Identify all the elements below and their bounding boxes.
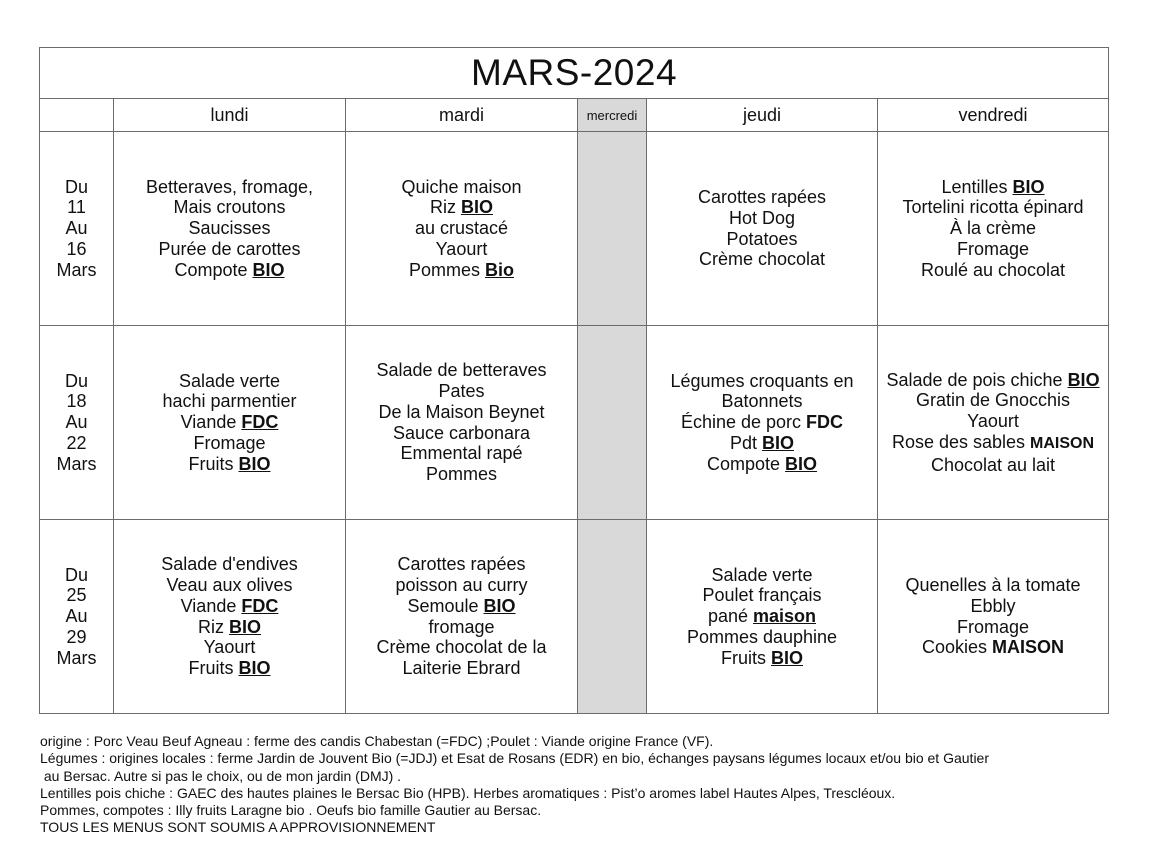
date-line: Du [64, 564, 88, 585]
meal-text: Potatoes [726, 228, 798, 249]
tuesday-menu [346, 132, 578, 326]
label-tag: BIO [1067, 369, 1100, 390]
meal-text: fromage [428, 616, 495, 637]
meal-item [114, 218, 345, 239]
footer-line: Légumes : origines locales : ferme Jardin de Jouvent Bio (=JDJ) et Esat de Rosans (EDR) en bio, échanges paysans légumes locaux et/ou bio et Gautier [40, 750, 989, 767]
meal-text: Échine de porc [680, 412, 807, 433]
meal-item [878, 197, 1108, 218]
wednesday-closed-cell [578, 132, 647, 326]
meal-item [346, 402, 577, 423]
meal-text: Semoule [407, 595, 484, 616]
date-line: Au [65, 412, 88, 433]
meal-item [346, 218, 577, 239]
week-dates [40, 520, 114, 714]
meal-item [346, 658, 577, 679]
meal-text: Carottes rapées [397, 554, 526, 575]
thursday-menu [647, 520, 878, 714]
label-tag: BIO [762, 432, 795, 453]
meal-item [114, 596, 345, 617]
meal-text: Fruits [188, 658, 239, 679]
meal-text: Laiterie Ebrard [402, 658, 521, 679]
meal-text: Pommes [408, 259, 486, 280]
date-line: Au [65, 218, 88, 239]
meal-text: Carottes rapées [697, 186, 827, 207]
meal-item [647, 454, 877, 475]
meal-item [647, 229, 877, 250]
week-row-3 [40, 520, 1109, 714]
meal-text: Veau aux olives [166, 574, 293, 595]
meal-text: Riz [197, 616, 229, 637]
meal-text: Emmental rapé [400, 443, 523, 464]
meal-text: Roulé au chocolat [920, 259, 1066, 280]
meal-item [647, 627, 877, 648]
meal-item [647, 606, 877, 627]
meal-text: Salade de pois chiche [886, 369, 1068, 390]
meal-item [114, 177, 345, 198]
meal-item [647, 249, 877, 270]
header-monday: lundi [114, 99, 346, 132]
meal-item [647, 208, 877, 229]
meal-item [346, 381, 577, 402]
meal-item [878, 432, 1108, 455]
meal-item [114, 637, 345, 658]
meal-text: Chocolat au lait [930, 454, 1056, 475]
meal-item [878, 370, 1108, 391]
meal-item [114, 197, 345, 218]
friday-menu [878, 132, 1109, 326]
meal-text: Mais croutons [173, 197, 286, 218]
meal-text: Légumes croquants en [670, 370, 854, 391]
meal-item [346, 575, 577, 596]
header-friday: vendredi [878, 99, 1109, 132]
meal-text: Salade de betteraves [376, 360, 547, 381]
meal-item [114, 575, 345, 596]
meal-item [114, 454, 345, 475]
meal-text: De la Maison Beynet [378, 401, 545, 422]
date-line: 25 [66, 585, 87, 606]
label-tag: BIO [460, 197, 493, 218]
footer-line: Pommes, compotes : Illy fruits Laragne bio . Oeufs bio famille Gautier au Bersac. [40, 802, 542, 819]
meal-text: Poulet français [702, 585, 822, 606]
week-row-1 [40, 132, 1109, 326]
meal-item [878, 177, 1108, 198]
date-line: Au [65, 606, 88, 627]
date-line: 18 [66, 391, 87, 412]
header-wednesday: mercredi [578, 99, 647, 132]
date-line: Du [64, 370, 88, 391]
meal-item [346, 260, 577, 281]
meal-text: Yaourt [435, 238, 488, 259]
wednesday-closed-cell [578, 326, 647, 520]
meal-text: Fromage [957, 616, 1030, 637]
label-tag: BIO [785, 453, 818, 474]
meal-item [346, 596, 577, 617]
meal-item [346, 177, 577, 198]
meal-item [647, 648, 877, 669]
meal-text: Pdt [729, 432, 762, 453]
meal-text: Gratin de Gnocchis [915, 390, 1071, 411]
meal-item [647, 187, 877, 208]
date-line: 16 [66, 238, 87, 259]
menu-table [39, 47, 1109, 714]
meal-text: Hot Dog [728, 207, 796, 228]
meal-text: Pommes [425, 464, 497, 485]
meal-item [878, 218, 1108, 239]
meal-item [346, 617, 577, 638]
meal-text: À la crème [950, 218, 1037, 239]
meal-text: Yaourt [203, 637, 256, 658]
week-dates [40, 326, 114, 520]
meal-text: hachi parmentier [162, 391, 297, 412]
meal-text: Tortelini ricotta épinard [902, 197, 1084, 218]
meal-text: Pates [438, 380, 485, 401]
meal-text: Saucisses [188, 218, 271, 239]
meal-text: poisson au curry [395, 574, 528, 595]
meal-text: Betteraves, fromage, [145, 176, 314, 197]
meal-text: Purée de carottes [158, 238, 301, 259]
page-title: MARS-2024 [40, 48, 1109, 99]
thursday-menu [647, 326, 878, 520]
meal-item [878, 617, 1108, 638]
meal-item [346, 423, 577, 444]
label-tag: FDC [241, 595, 279, 616]
meal-item [878, 596, 1108, 617]
meal-text: Fromage [193, 432, 266, 453]
meal-text: Ebbly [970, 595, 1016, 616]
meal-item [346, 443, 577, 464]
meal-item [647, 412, 877, 433]
meal-text: Compote [174, 259, 253, 280]
meal-text: Salade d'endives [161, 554, 298, 575]
label-tag: FDC [241, 412, 279, 433]
footer-line: TOUS LES MENUS SONT SOUMIS A APPROVISIONNEMENT [40, 819, 436, 836]
label-tag: BIO [238, 453, 271, 474]
meal-item [114, 239, 345, 260]
meal-item [346, 360, 577, 381]
label-tag: Bio [485, 259, 515, 280]
meal-item [114, 658, 345, 679]
meal-text: Viande [180, 412, 242, 433]
label-tag: MAISON [1030, 434, 1095, 452]
date-line: 22 [66, 432, 87, 453]
meal-text: Pommes dauphine [686, 626, 838, 647]
meal-text: Salade verte [711, 564, 813, 585]
meal-item [878, 455, 1108, 476]
meal-text: Yaourt [967, 411, 1019, 432]
meal-text: Cookies [922, 637, 993, 658]
meal-item [346, 554, 577, 575]
tuesday-menu [346, 326, 578, 520]
meal-text: Fruits [188, 453, 239, 474]
footer-line: Lentilles pois chiche : GAEC des hautes plaines le Bersac Bio (HPB). Herbes aromatiques : Pist’o aromes label Hautes Alpes, Trescléoux. [40, 784, 896, 801]
footer-line: origine : Porc Veau Beuf Agneau : ferme des candis Chabestan (=FDC) ;Poulet : Viande origine France (VF). [40, 733, 714, 749]
meal-text: Quenelles à la tomate [905, 574, 1081, 595]
meal-item [647, 433, 877, 454]
meal-item [346, 637, 577, 658]
meal-item [878, 239, 1108, 260]
meal-text: Sauce carbonara [392, 422, 531, 443]
meal-text: Quiche maison [401, 176, 522, 197]
meal-text: Compote [706, 453, 786, 474]
meal-item [647, 565, 877, 586]
week-dates [40, 132, 114, 326]
footer-line: au Bersac. Autre si pas le choix, ou de mon jardin (DMJ) . [40, 767, 402, 784]
meal-text: Rose des sables [891, 431, 1031, 452]
meal-item [114, 617, 345, 638]
meal-item [878, 637, 1108, 658]
label-tag: BIO [771, 647, 804, 668]
meal-item [114, 391, 345, 412]
meal-item [878, 575, 1108, 596]
label-tag: BIO [228, 616, 261, 637]
meal-text: Fromage [957, 238, 1030, 259]
meal-text: Crème chocolat de la [376, 637, 547, 658]
week-row-2 [40, 326, 1109, 520]
label-tag: MAISON [992, 637, 1065, 658]
label-tag: BIO [252, 259, 285, 280]
meal-item [114, 554, 345, 575]
meal-item [647, 585, 877, 606]
date-line: Mars [56, 259, 97, 280]
meal-item [647, 391, 877, 412]
meal-text: Batonnets [721, 391, 803, 412]
label-tag: BIO [238, 658, 271, 679]
label-tag: maison [753, 606, 817, 627]
header-thursday: jeudi [647, 99, 878, 132]
meal-item [647, 371, 877, 392]
label-tag: FDC [806, 412, 844, 433]
meal-item [114, 433, 345, 454]
label-tag: BIO [1012, 176, 1045, 197]
meal-item [878, 411, 1108, 432]
meal-item [346, 464, 577, 485]
meal-item [346, 197, 577, 218]
date-line: 29 [66, 626, 87, 647]
meal-item [114, 412, 345, 433]
thursday-menu [647, 132, 878, 326]
meal-text: Fruits [720, 647, 771, 668]
meal-text: Salade verte [178, 370, 281, 391]
footer-notes [40, 733, 1120, 837]
meal-text: Lentilles [941, 176, 1013, 197]
meal-item [114, 371, 345, 392]
meal-item [878, 260, 1108, 281]
wednesday-closed-cell [578, 520, 647, 714]
date-line: Mars [56, 647, 97, 668]
tuesday-menu [346, 520, 578, 714]
monday-menu [114, 132, 346, 326]
friday-menu [878, 326, 1109, 520]
label-tag: BIO [483, 595, 516, 616]
date-line: 11 [67, 197, 86, 218]
meal-text: Riz [429, 197, 461, 218]
monday-menu [114, 326, 346, 520]
meal-text: Viande [180, 595, 242, 616]
meal-text: Crème chocolat [698, 249, 826, 270]
date-line: Du [64, 176, 88, 197]
friday-menu [878, 520, 1109, 714]
date-line: Mars [56, 453, 97, 474]
meal-text: au crustacé [414, 218, 509, 239]
header-empty-cell [40, 99, 114, 132]
header-tuesday: mardi [346, 99, 578, 132]
meal-text: pané [707, 606, 753, 627]
meal-item [114, 260, 345, 281]
meal-item [878, 390, 1108, 411]
monday-menu [114, 520, 346, 714]
meal-item [346, 239, 577, 260]
